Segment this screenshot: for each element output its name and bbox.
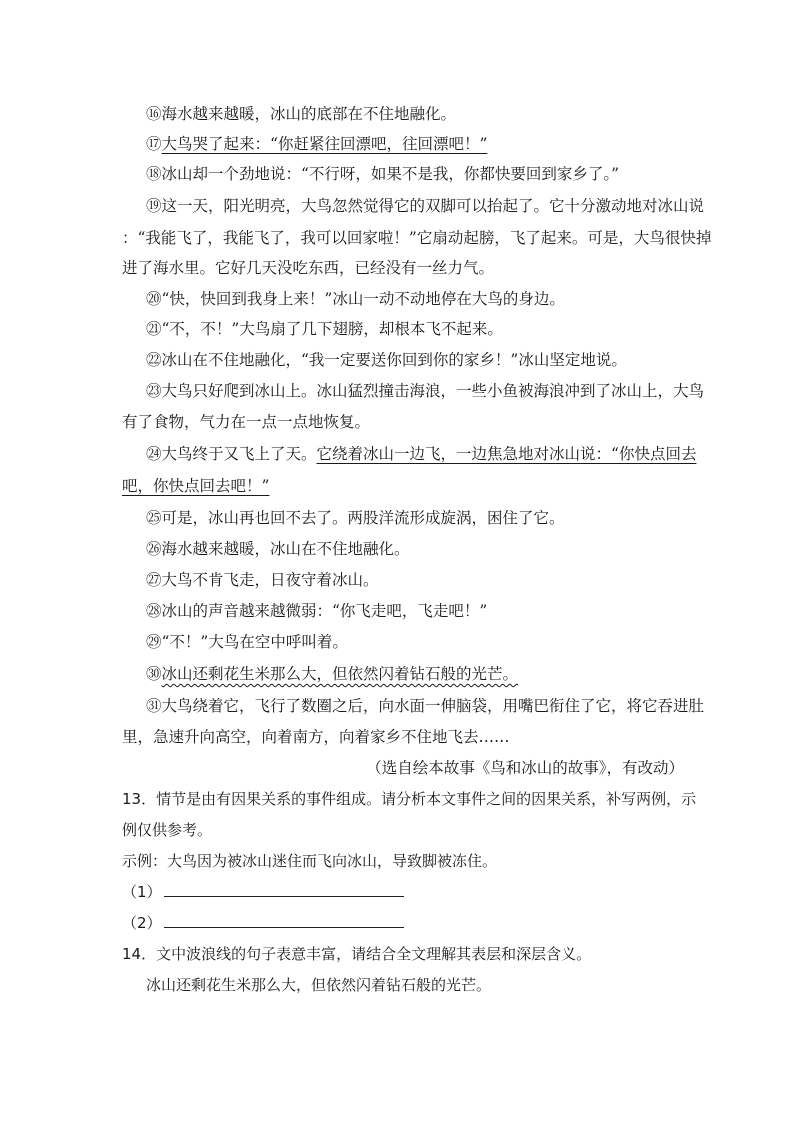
paragraph-22: ㉒冰山在不住地融化，“我一定要送你回到你的家乡！”冰山坚定地说。 (146, 351, 627, 369)
paragraph-19-line-3: 进了海水里。它好几天没吃东西，已经没有一丝力气。 (122, 259, 495, 277)
paragraph-17-number: ⑰ (146, 135, 162, 153)
answer-1-blank[interactable] (164, 882, 404, 897)
question-13-example: 示例：大鸟因为被冰山迷住而飞向冰山，导致脚被冻住。 (122, 852, 498, 870)
question-13-answer-1 (122, 882, 682, 902)
paragraph-24-underlined-text-a: 它绕着冰山一边飞，一边焦急地对冰山说：“你快点回去 (316, 445, 697, 463)
paragraph-24-underlined-text-b: 吧，你快点回去吧！” (122, 477, 270, 495)
paragraph-19-line-1: ⑲这一天，阳光明亮，大鸟忽然觉得它的双脚可以抬起了。它十分激动地对冰山说 (146, 197, 705, 215)
answer-1-label: （1） (122, 883, 162, 901)
paragraph-27: ㉗大鸟不肯飞走，日夜守着冰山。 (146, 571, 379, 589)
paragraph-24-line-1 (146, 444, 706, 464)
paragraph-31-line-1: ㉛大鸟绕着它，飞行了数圈之后，向水面一伸脑袋，用嘴巴衔住了它，将它吞进肚 (146, 697, 705, 715)
paragraph-23-line-2: 有了食物，气力在一点一点地恢复。 (122, 413, 371, 431)
paragraph-17-underlined-text: 大鸟哭了起来：“你赶紧往回漂吧，往回漂吧！” (161, 135, 488, 153)
paragraph-26: ㉖海水越来越暖，冰山在不住地融化。 (146, 540, 410, 558)
question-14-stem: 14．文中波浪线的句子表意丰富，请结合全文理解其表层和深层含义。 (122, 945, 592, 963)
paragraph-28: ㉘冰山的声音越来越微弱：“你飞走吧，飞走吧！” (146, 602, 488, 620)
paragraph-30-number: ㉚ (146, 665, 162, 683)
answer-2-label: （2） (122, 914, 162, 932)
paragraph-29: ㉙“不！”大鸟在空中呼叫着。 (146, 633, 348, 651)
paragraph-24-line-2 (122, 476, 682, 496)
source-attribution: （选自绘本故事《鸟和冰山的故事》，有改动） (366, 759, 684, 777)
question-14-quote: 冰山还剩花生米那么大，但依然闪着钻石般的光芒。 (146, 976, 492, 994)
question-13-answer-2 (122, 913, 682, 933)
paragraph-17 (146, 134, 706, 154)
question-13-stem-line-2: 例仅供参考。 (122, 821, 213, 839)
paragraph-19-line-2: ：“我能飞了，我能飞了，我可以回家啦！”它扇动起膀，飞了起来。可是，大鸟很快掉 (122, 229, 712, 247)
paragraph-30-wavy-text: 冰山还剩花生米那么大，但依然闪着钻石般的光芒。 (161, 665, 519, 683)
answer-2-blank[interactable] (164, 913, 404, 928)
paragraph-23-line-1: ㉓大鸟只好爬到冰山上。冰山猛烈撞击海浪，一些小鱼被海浪冲到了冰山上，大鸟 (146, 382, 705, 400)
paragraph-24-plain-text: ㉔大鸟终于又飞上了天。 (146, 445, 317, 463)
paragraph-31-line-2: 里，急速升向高空，向着南方，向着家乡不住地飞去…… (122, 728, 510, 746)
paragraph-30 (146, 664, 706, 684)
question-13-stem-line-1: 13．情节是由有因果关系的事件组成。请分析本文事件之间的因果关系，补写两例，示 (122, 790, 697, 808)
paragraph-20: ⑳“快，快回到我身上来！”冰山一动不动地停在大鸟的身边。 (146, 290, 565, 308)
paragraph-21: ㉑“不，不！”大鸟扇了几下翅膀，却根本飞不起来。 (146, 320, 503, 338)
paragraph-16: ⑯海水越来越暖，冰山的底部在不住地融化。 (146, 105, 457, 123)
paragraph-18: ⑱冰山却一个劲地说：“不行呀，如果不是我，你都快要回到家乡了。” (146, 165, 620, 183)
paragraph-25: ㉕可是，冰山再也回不去了。两股洋流形成旋涡，困住了它。 (146, 509, 565, 527)
